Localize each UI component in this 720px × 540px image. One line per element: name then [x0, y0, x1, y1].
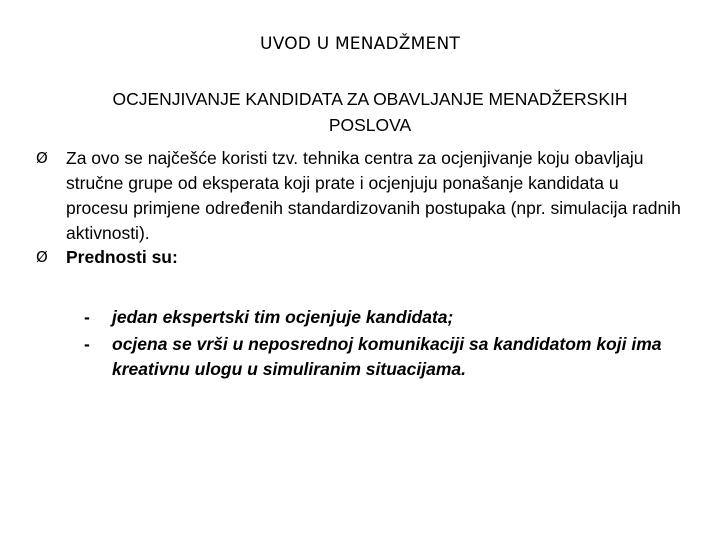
slide-title: UVOD U MENADŽMENT [260, 34, 460, 54]
sub-item-text: ocjena se vrši u neposrednoj komunikaciji sa kandidatom koji ima kreativnu ulogu u simuliranim situacijama. [112, 334, 662, 379]
arrow-bullet-icon: Ø [36, 248, 48, 266]
arrow-bullet-icon: Ø [36, 149, 48, 167]
sub-list-item [84, 305, 684, 331]
bullet-item [36, 146, 681, 246]
sub-list-item [84, 332, 684, 384]
slide-subtitle: OCJENJIVANJE KANDIDATA ZA OBAVLJANJE MENADŽERSKIH POSLOVA [112, 89, 628, 135]
dash-bullet: - [84, 334, 90, 354]
dash-bullet: - [84, 307, 90, 327]
bullet-text: Prednosti su: [66, 247, 178, 267]
bullet-item [36, 245, 676, 271]
sub-item-text: jedan ekspertski tim ocjenjuje kandidata; [112, 307, 454, 327]
bullet-text: Za ovo se najčešće koristi tzv. tehnika centra za ocjenjivanje koju obavljaju stručne grupe od eksperata koji prate i ocjenjuju ponašanje kandidata u procesu primjene određenih standardizovanih postupaka (npr. simulacija radnih aktivnosti). [66, 148, 681, 243]
